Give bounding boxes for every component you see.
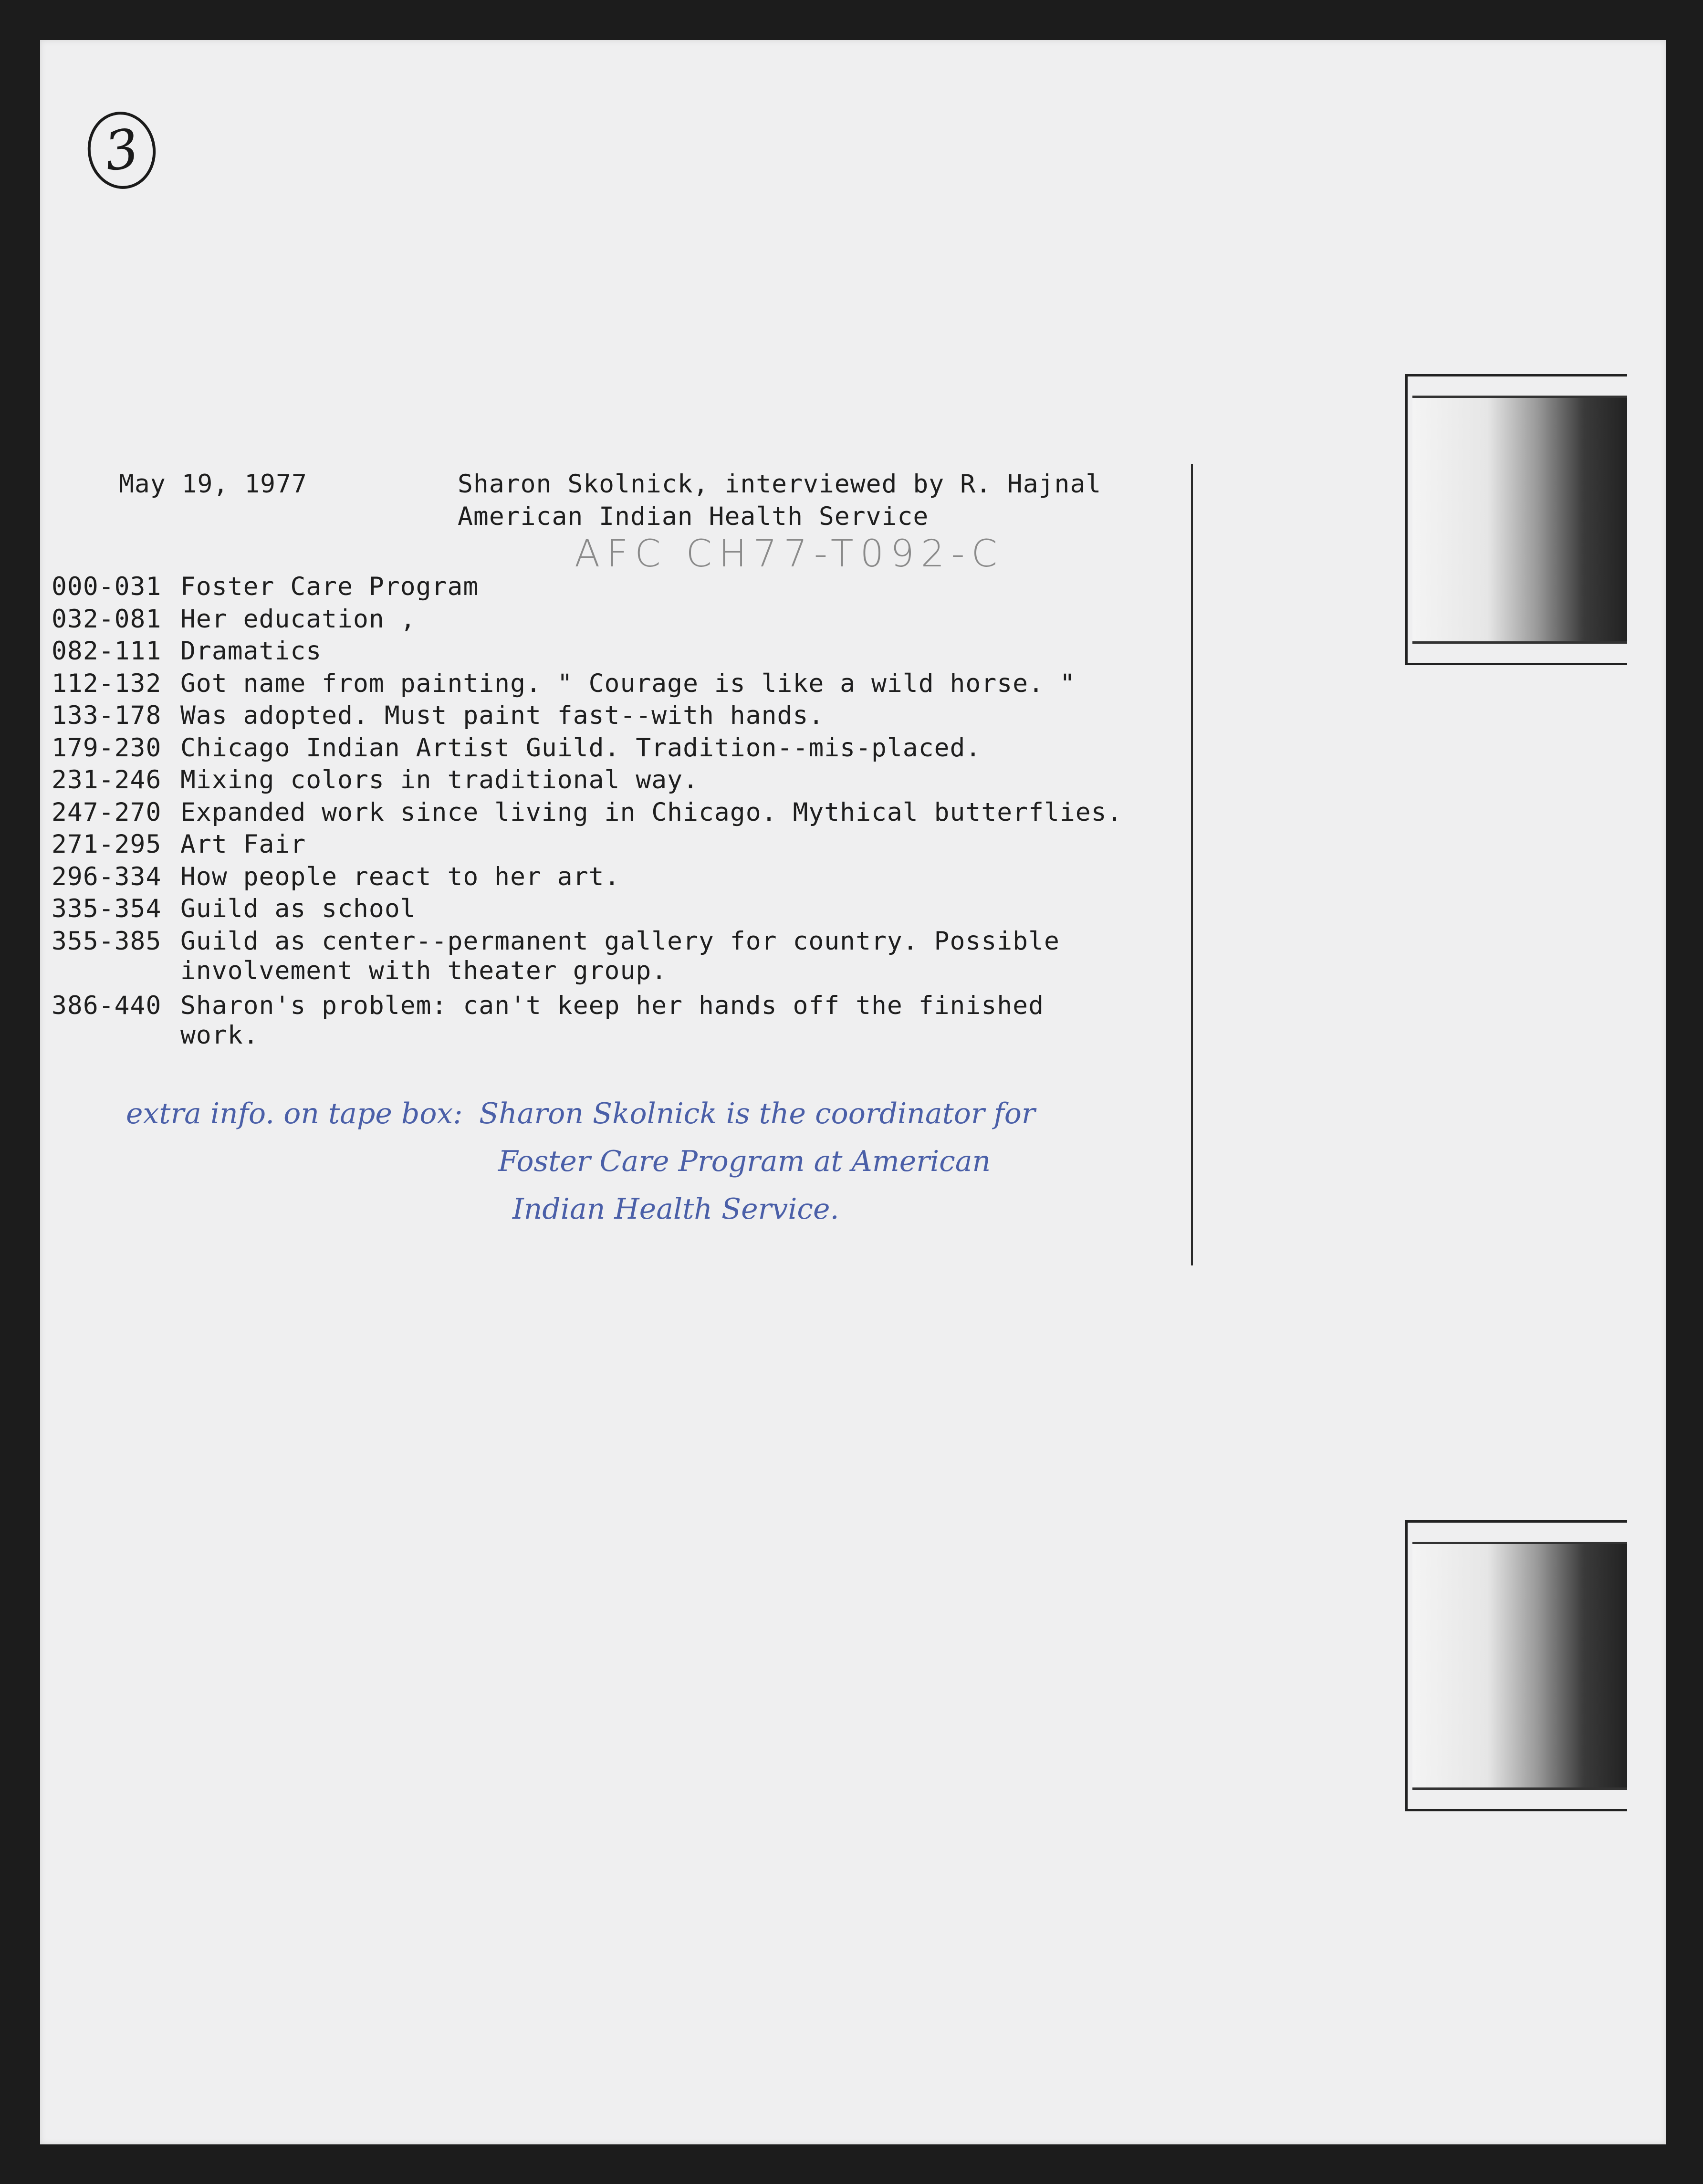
tape-reel-image-top: [1405, 374, 1627, 665]
divider-line: [1191, 464, 1193, 1265]
log-entry-description: Art Fair: [180, 830, 306, 859]
handwritten-note-prefix: extra info. on tape box:: [126, 1097, 463, 1130]
document-page: [40, 40, 1666, 2144]
log-entry: [52, 765, 699, 794]
log-entry-description: Sharon's problem: can't keep her hands off the finished work.: [180, 991, 1044, 1050]
log-entry: [52, 991, 1044, 1050]
log-entry-description: Expanded work since living in Chicago. Mythical butterflies.: [180, 798, 1123, 827]
log-entry-description: Guild as center--permanent gallery for country. Possible involvement with theater group.: [180, 927, 1060, 985]
interview-organization: American Indian Health Service: [458, 502, 929, 531]
log-entry: [52, 733, 981, 763]
log-entry-range: 032-081: [52, 605, 162, 634]
log-entry-range: 296-334: [52, 862, 162, 891]
log-entry: [52, 701, 824, 730]
log-entry: [52, 862, 620, 891]
log-entry-range: 179-230: [52, 733, 162, 763]
log-entry-range: 133-178: [52, 701, 162, 730]
log-entry-description: Got name from painting. " Courage is like a wild horse. ": [180, 669, 1076, 698]
log-entry-range: 112-132: [52, 669, 162, 698]
log-entry-description: Guild as school: [180, 894, 416, 923]
log-entry: [52, 830, 306, 859]
page-number: 3: [83, 107, 160, 193]
handwritten-note-line-2: Foster Care Program at American: [498, 1145, 991, 1178]
log-entry-range: 231-246: [52, 765, 162, 794]
log-entry-description: Dramatics: [180, 637, 322, 666]
log-entry-description: Was adopted. Must paint fast--with hands.: [180, 701, 825, 730]
log-entry: [52, 894, 416, 923]
log-entry-range: 355-385: [52, 927, 162, 956]
log-entry: [52, 605, 416, 634]
log-entry-range: 000-031: [52, 572, 162, 601]
interview-subject: Sharon Skolnick, interviewed by R. Hajnal: [458, 470, 1102, 499]
log-entry-description: Her education ,: [180, 605, 416, 634]
log-entry: [52, 637, 322, 666]
handwritten-note-line-1: Sharon Skolnick is the coordinator for: [479, 1097, 1035, 1130]
archive-code: AFC CH77-T092-C: [575, 533, 1004, 575]
log-entry-range: 082-111: [52, 637, 162, 666]
log-entry-description: How people react to her art.: [180, 862, 620, 891]
log-entry-description: Mixing colors in traditional way.: [180, 765, 699, 794]
log-entry-range: 247-270: [52, 798, 162, 827]
log-entry: [52, 669, 1076, 698]
log-entry-description: Chicago Indian Artist Guild. Tradition--mis-placed.: [180, 733, 982, 763]
log-entry-range: 335-354: [52, 894, 162, 923]
log-entry: [52, 798, 1123, 827]
log-entry-description: Foster Care Program: [180, 572, 479, 601]
interview-date: May 19, 1977: [119, 470, 307, 499]
log-entry-range: 386-440: [52, 991, 162, 1020]
log-entry: [52, 572, 479, 601]
log-entry: [52, 927, 1060, 986]
tape-reel-image-bottom: [1405, 1520, 1627, 1811]
handwritten-note-line-3: Indian Health Service.: [512, 1192, 839, 1226]
log-entry-range: 271-295: [52, 830, 162, 859]
